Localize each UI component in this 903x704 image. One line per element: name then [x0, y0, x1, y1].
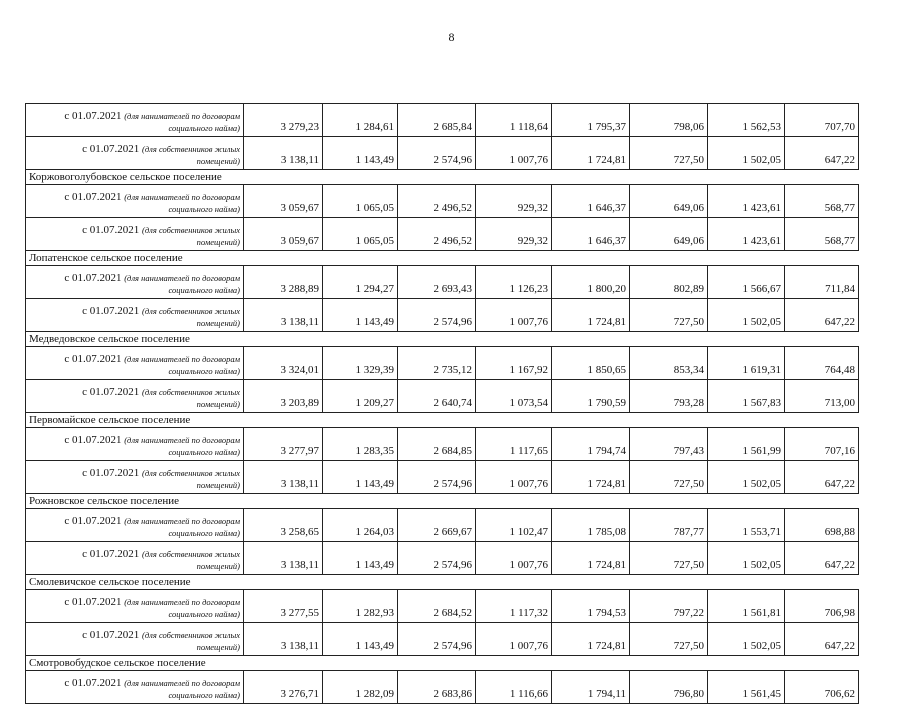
tariff-value-cell: 2 496,52	[398, 185, 476, 218]
tariff-value-cell: 1 553,71	[708, 509, 785, 542]
tariff-value-cell: 1 795,37	[552, 104, 630, 137]
tariff-value-cell: 1 724,81	[552, 623, 630, 656]
tariff-value-cell: 727,50	[630, 137, 708, 170]
tariff-value-cell: 2 669,67	[398, 509, 476, 542]
settlement-name: Первомайское сельское поселение	[26, 413, 859, 428]
tariff-value-cell: 1 007,76	[476, 137, 552, 170]
tariff-value-cell: 1 329,39	[323, 347, 398, 380]
period-label	[26, 137, 244, 170]
tariff-value-cell: 1 724,81	[552, 461, 630, 494]
period-date: с 01.07.2021	[64, 515, 122, 527]
tariff-value-cell: 764,48	[785, 347, 859, 380]
tariff-value-cell: 568,77	[785, 185, 859, 218]
period-note-line2: помещений)	[196, 237, 240, 247]
owner-rate-row	[26, 542, 859, 575]
tariff-value-cell: 1 102,47	[476, 509, 552, 542]
tariff-value-cell: 647,22	[785, 461, 859, 494]
tariff-value-cell: 1 561,45	[708, 671, 785, 704]
tariff-value-cell: 3 288,89	[244, 266, 323, 299]
tariff-value-cell: 1 007,76	[476, 461, 552, 494]
tariff-value-cell: 707,70	[785, 104, 859, 137]
tariff-value-cell: 1 724,81	[552, 542, 630, 575]
period-label	[26, 299, 244, 332]
tariff-value-cell: 1 284,61	[323, 104, 398, 137]
tariff-value-cell: 1 007,76	[476, 623, 552, 656]
period-note-line2: помещений)	[196, 156, 240, 166]
tariff-value-cell: 3 276,71	[244, 671, 323, 704]
period-label	[26, 218, 244, 251]
settlement-header-row	[26, 332, 859, 347]
period-label	[26, 266, 244, 299]
tariff-value-cell: 3 138,11	[244, 137, 323, 170]
tariff-value-cell: 1 283,35	[323, 428, 398, 461]
period-note-line2: социального найма)	[168, 204, 240, 214]
tenant-rate-row	[26, 590, 859, 623]
settlement-name: Рожновское сельское поселение	[26, 494, 859, 509]
settlement-name: Смолевичское сельское поселение	[26, 575, 859, 590]
tenant-rate-row	[26, 104, 859, 137]
period-note-line1: (для нанимателей по договорам	[124, 516, 240, 526]
period-label	[26, 623, 244, 656]
tenant-rate-row	[26, 266, 859, 299]
tariff-value-cell: 1 117,65	[476, 428, 552, 461]
tariff-value-cell: 1 126,23	[476, 266, 552, 299]
tariff-value-cell: 711,84	[785, 266, 859, 299]
owner-rate-row	[26, 461, 859, 494]
tariff-value-cell: 797,43	[630, 428, 708, 461]
tariff-value-cell: 2 684,52	[398, 590, 476, 623]
tariff-value-cell: 1 562,53	[708, 104, 785, 137]
period-date: с 01.07.2021	[82, 548, 140, 560]
tariff-value-cell: 1 209,27	[323, 380, 398, 413]
tariff-value-cell: 2 735,12	[398, 347, 476, 380]
tariff-value-cell: 1 561,81	[708, 590, 785, 623]
period-date: с 01.07.2021	[64, 191, 122, 203]
owner-rate-row	[26, 299, 859, 332]
period-label	[26, 509, 244, 542]
tariff-value-cell: 3 324,01	[244, 347, 323, 380]
tariff-value-cell: 1 785,08	[552, 509, 630, 542]
period-note-line1: (для нанимателей по договорам	[124, 678, 240, 688]
tariff-value-cell: 649,06	[630, 185, 708, 218]
period-label	[26, 380, 244, 413]
period-date: с 01.07.2021	[64, 434, 122, 446]
tariff-value-cell: 1 850,65	[552, 347, 630, 380]
period-date: с 01.07.2021	[82, 629, 140, 641]
tariff-value-cell: 2 640,74	[398, 380, 476, 413]
owner-rate-row	[26, 623, 859, 656]
settlement-header-row	[26, 575, 859, 590]
tariff-value-cell: 1 116,66	[476, 671, 552, 704]
tariff-value-cell: 1 800,20	[552, 266, 630, 299]
tariff-value-cell: 2 574,96	[398, 137, 476, 170]
settlement-header-row	[26, 494, 859, 509]
tariff-value-cell: 802,89	[630, 266, 708, 299]
tariff-value-cell: 1 065,05	[323, 185, 398, 218]
tariff-value-cell: 647,22	[785, 542, 859, 575]
tariff-value-cell: 647,22	[785, 137, 859, 170]
tariff-value-cell: 727,50	[630, 299, 708, 332]
period-note-line2: помещений)	[196, 399, 240, 409]
tariff-value-cell: 929,32	[476, 185, 552, 218]
tariff-value-cell: 2 574,96	[398, 461, 476, 494]
period-label	[26, 671, 244, 704]
period-note-line1: (для нанимателей по договорам	[124, 597, 240, 607]
period-note-line2: социального найма)	[168, 690, 240, 700]
tariff-value-cell: 1 143,49	[323, 461, 398, 494]
period-date: с 01.07.2021	[82, 305, 140, 317]
tariff-value-cell: 2 574,96	[398, 299, 476, 332]
period-note-line2: социального найма)	[168, 447, 240, 457]
tariff-value-cell: 1 794,53	[552, 590, 630, 623]
tariff-value-cell: 1 502,05	[708, 461, 785, 494]
tariff-value-cell: 3 138,11	[244, 623, 323, 656]
period-label	[26, 104, 244, 137]
tariff-value-cell: 2 574,96	[398, 623, 476, 656]
tariff-value-cell: 1 007,76	[476, 542, 552, 575]
tariff-value-cell: 1 724,81	[552, 137, 630, 170]
tariff-value-cell: 1 143,49	[323, 623, 398, 656]
tariff-value-cell: 727,50	[630, 623, 708, 656]
tariff-value-cell: 3 059,67	[244, 185, 323, 218]
period-note-line2: социального найма)	[168, 366, 240, 376]
tariff-value-cell: 3 138,11	[244, 542, 323, 575]
period-note-line1: (для нанимателей по договорам	[124, 435, 240, 445]
tariff-value-cell: 647,22	[785, 299, 859, 332]
period-note-line1: (для собственников жилых	[142, 549, 240, 559]
tariff-value-cell: 647,22	[785, 623, 859, 656]
period-label	[26, 590, 244, 623]
tariff-value-cell: 798,06	[630, 104, 708, 137]
tariff-value-cell: 1 117,32	[476, 590, 552, 623]
period-label	[26, 461, 244, 494]
tariff-value-cell: 1 423,61	[708, 218, 785, 251]
settlement-header-row	[26, 251, 859, 266]
tariff-value-cell: 3 138,11	[244, 461, 323, 494]
tariff-value-cell: 1 724,81	[552, 299, 630, 332]
tariff-value-cell: 1 566,67	[708, 266, 785, 299]
tariff-value-cell: 3 279,23	[244, 104, 323, 137]
period-note-line1: (для нанимателей по договорам	[124, 354, 240, 364]
tariff-value-cell: 1 790,59	[552, 380, 630, 413]
tariff-value-cell: 1 502,05	[708, 542, 785, 575]
tariff-value-cell: 1 646,37	[552, 218, 630, 251]
tariff-value-cell: 2 684,85	[398, 428, 476, 461]
period-note-line2: социального найма)	[168, 123, 240, 133]
tariff-value-cell: 853,34	[630, 347, 708, 380]
tariff-value-cell: 3 277,97	[244, 428, 323, 461]
tariff-value-cell: 1 294,27	[323, 266, 398, 299]
period-date: с 01.07.2021	[64, 353, 122, 365]
tariff-value-cell: 706,62	[785, 671, 859, 704]
period-note-line2: социального найма)	[168, 609, 240, 619]
tariff-value-cell: 2 574,96	[398, 542, 476, 575]
settlement-header-row	[26, 170, 859, 185]
tariff-value-cell: 787,77	[630, 509, 708, 542]
tariff-value-cell: 1 007,76	[476, 299, 552, 332]
settlement-header-row	[26, 656, 859, 671]
tariff-value-cell: 1 167,92	[476, 347, 552, 380]
period-note-line2: помещений)	[196, 318, 240, 328]
tariff-value-cell: 707,16	[785, 428, 859, 461]
tariff-value-cell: 1 143,49	[323, 299, 398, 332]
period-date: с 01.07.2021	[64, 272, 122, 284]
tariff-table	[25, 103, 859, 704]
tariff-value-cell: 713,00	[785, 380, 859, 413]
period-label	[26, 185, 244, 218]
tariff-value-cell: 1 502,05	[708, 137, 785, 170]
period-label	[26, 542, 244, 575]
settlement-name: Смотровобудское сельское поселение	[26, 656, 859, 671]
tariff-value-cell: 793,28	[630, 380, 708, 413]
period-note-line1: (для нанимателей по договорам	[124, 273, 240, 283]
tariff-value-cell: 649,06	[630, 218, 708, 251]
period-note-line2: помещений)	[196, 642, 240, 652]
tariff-value-cell: 1 282,09	[323, 671, 398, 704]
tariff-value-cell: 2 693,43	[398, 266, 476, 299]
tariff-value-cell: 3 258,65	[244, 509, 323, 542]
period-note-line1: (для собственников жилых	[142, 630, 240, 640]
tenant-rate-row	[26, 509, 859, 542]
tariff-value-cell: 2 685,84	[398, 104, 476, 137]
period-label	[26, 347, 244, 380]
period-note-line2: социального найма)	[168, 285, 240, 295]
settlement-name: Медведовское сельское поселение	[26, 332, 859, 347]
tariff-value-cell: 3 138,11	[244, 299, 323, 332]
period-note-line1: (для собственников жилых	[142, 306, 240, 316]
tenant-rate-row	[26, 671, 859, 704]
period-note-line2: социального найма)	[168, 528, 240, 538]
tariff-value-cell: 1 794,74	[552, 428, 630, 461]
period-date: с 01.07.2021	[82, 467, 140, 479]
tariff-value-cell: 1 561,99	[708, 428, 785, 461]
tariff-table-body	[26, 104, 859, 704]
tariff-value-cell: 1 567,83	[708, 380, 785, 413]
period-note-line2: помещений)	[196, 480, 240, 490]
tariff-value-cell: 1 423,61	[708, 185, 785, 218]
page-number: 8	[448, 30, 455, 44]
tariff-value-cell: 1 646,37	[552, 185, 630, 218]
period-label	[26, 428, 244, 461]
tariff-value-cell: 706,98	[785, 590, 859, 623]
period-date: с 01.07.2021	[64, 677, 122, 689]
tenant-rate-row	[26, 347, 859, 380]
period-note-line1: (для собственников жилых	[142, 144, 240, 154]
period-date: с 01.07.2021	[82, 386, 140, 398]
settlement-name: Коржовоголубовское сельское поселение	[26, 170, 859, 185]
tariff-value-cell: 698,88	[785, 509, 859, 542]
tariff-value-cell: 2 683,86	[398, 671, 476, 704]
tariff-value-cell: 1 502,05	[708, 623, 785, 656]
tariff-value-cell: 3 203,89	[244, 380, 323, 413]
owner-rate-row	[26, 218, 859, 251]
tariff-value-cell: 1 143,49	[323, 137, 398, 170]
period-date: с 01.07.2021	[64, 110, 122, 122]
tariff-value-cell: 1 073,54	[476, 380, 552, 413]
period-note-line1: (для собственников жилых	[142, 468, 240, 478]
tariff-value-cell: 1 282,93	[323, 590, 398, 623]
tariff-value-cell: 929,32	[476, 218, 552, 251]
tariff-value-cell: 1 502,05	[708, 299, 785, 332]
period-note-line1: (для нанимателей по договорам	[124, 111, 240, 121]
tariff-value-cell: 727,50	[630, 542, 708, 575]
tariff-value-cell: 2 496,52	[398, 218, 476, 251]
period-note-line1: (для собственников жилых	[142, 225, 240, 235]
tenant-rate-row	[26, 185, 859, 218]
owner-rate-row	[26, 137, 859, 170]
tariff-value-cell: 796,80	[630, 671, 708, 704]
tenant-rate-row	[26, 428, 859, 461]
tariff-value-cell: 797,22	[630, 590, 708, 623]
tariff-value-cell: 3 277,55	[244, 590, 323, 623]
tariff-value-cell: 1 118,64	[476, 104, 552, 137]
tariff-value-cell: 727,50	[630, 461, 708, 494]
settlement-name: Лопатенское сельское поселение	[26, 251, 859, 266]
tariff-value-cell: 1 794,11	[552, 671, 630, 704]
tariff-value-cell: 3 059,67	[244, 218, 323, 251]
tariff-value-cell: 1 065,05	[323, 218, 398, 251]
period-note-line2: помещений)	[196, 561, 240, 571]
tariff-value-cell: 568,77	[785, 218, 859, 251]
tariff-value-cell: 1 264,03	[323, 509, 398, 542]
period-date: с 01.07.2021	[64, 596, 122, 608]
tariff-value-cell: 1 143,49	[323, 542, 398, 575]
owner-rate-row	[26, 380, 859, 413]
period-note-line1: (для нанимателей по договорам	[124, 192, 240, 202]
period-date: с 01.07.2021	[82, 143, 140, 155]
period-date: с 01.07.2021	[82, 224, 140, 236]
tariff-value-cell: 1 619,31	[708, 347, 785, 380]
settlement-header-row	[26, 413, 859, 428]
period-note-line1: (для собственников жилых	[142, 387, 240, 397]
